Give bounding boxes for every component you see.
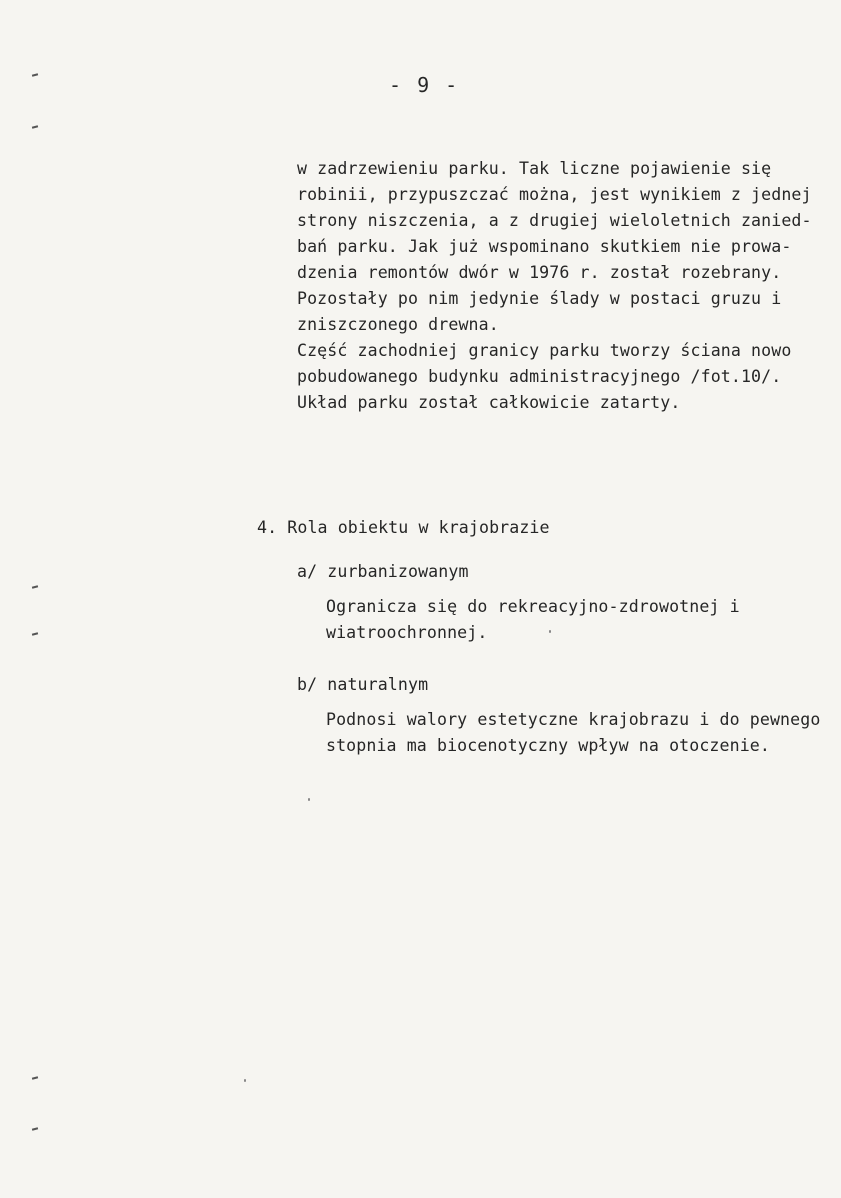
paragraph-line: robinii, przypuszczać można, jest wynikiem z jednej xyxy=(297,185,812,204)
subsection-a-text: wiatroochronnej. xyxy=(326,623,488,642)
margin-mark xyxy=(32,1076,38,1079)
paragraph-line: pobudowanego budynku administracyjnego /fot.10/. xyxy=(297,367,782,386)
paragraph-line: bań parku. Jak już wspominano skutkiem nie prowa- xyxy=(297,237,792,256)
margin-mark xyxy=(32,632,38,635)
margin-mark xyxy=(32,585,38,588)
paragraph-line: Pozostały po nim jedynie ślady w postaci gruzu i xyxy=(297,289,782,308)
page-number: - 9 - xyxy=(389,73,460,97)
paper-speck xyxy=(308,798,310,801)
subsection-b-text: Podnosi walory estetyczne krajobrazu i do pewnego xyxy=(326,710,821,729)
paragraph-line: Część zachodniej granicy parku tworzy ściana nowo xyxy=(297,341,792,360)
subsection-a-text: Ogranicza się do rekreacyjno-zdrowotnej i xyxy=(326,597,740,616)
margin-mark xyxy=(32,73,38,76)
paper-speck xyxy=(244,1079,246,1082)
subsection-b-label: b/ naturalnym xyxy=(297,675,429,694)
subsection-a-label: a/ zurbanizowanym xyxy=(297,562,469,581)
paragraph-line: w zadrzewieniu parku. Tak liczne pojawienie się xyxy=(297,159,772,178)
paragraph-line: dzenia remontów dwór w 1976 r. został rozebrany. xyxy=(297,263,782,282)
subsection-b-text: stopnia ma biocenotyczny wpływ na otoczenie. xyxy=(326,736,770,755)
paper-speck xyxy=(549,630,551,633)
paragraph-line: Układ parku został całkowicie zatarty. xyxy=(297,393,681,412)
paragraph-line: strony niszczenia, a z drugiej wieloletnich zanied- xyxy=(297,211,812,230)
margin-mark xyxy=(32,1127,38,1130)
section-heading: 4. Rola obiektu w krajobrazie xyxy=(257,518,550,537)
margin-mark xyxy=(32,125,38,128)
paragraph-line: zniszczonego drewna. xyxy=(297,315,499,334)
